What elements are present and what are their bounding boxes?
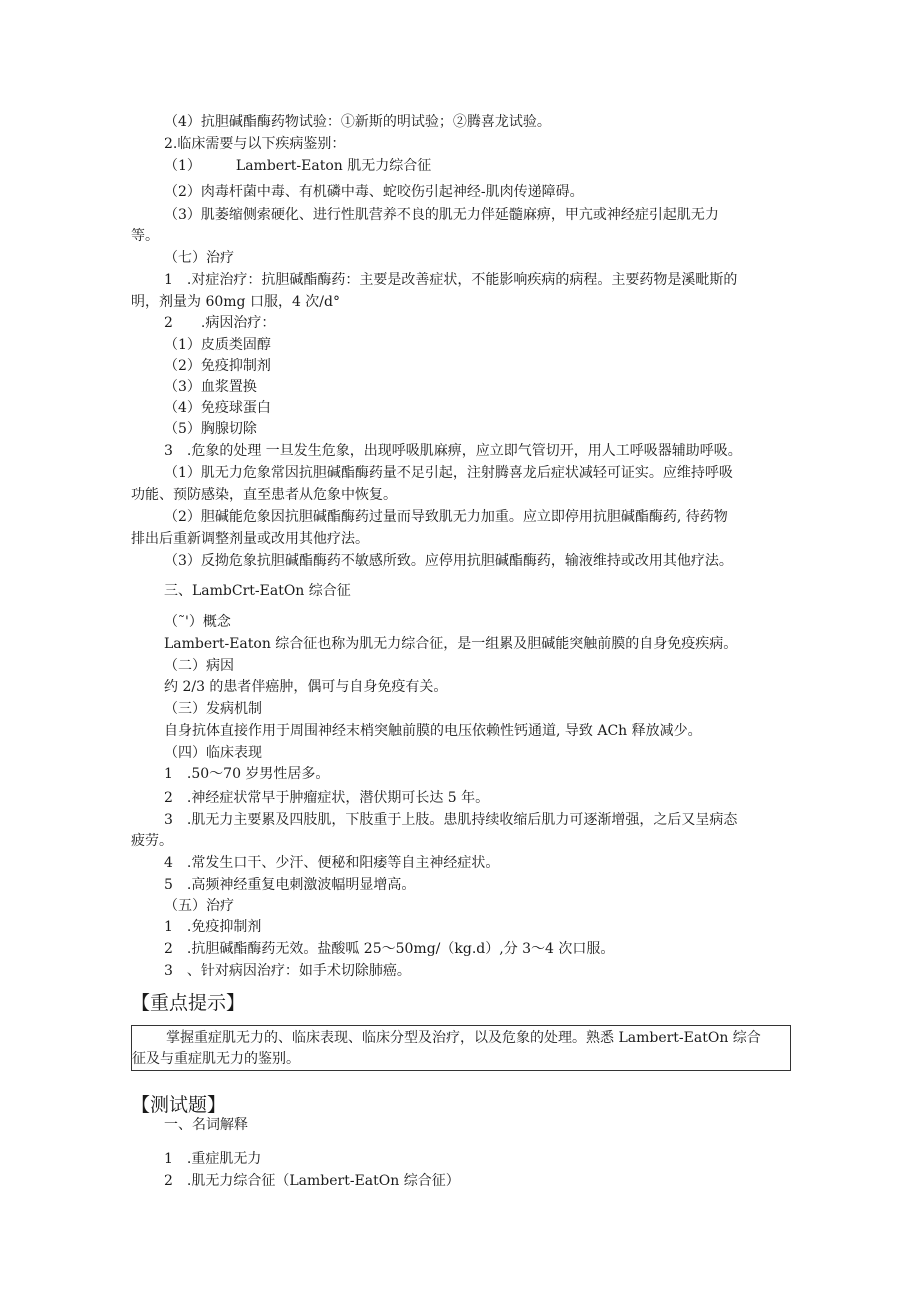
text-line: 1 .对症治疗：抗胆碱酯酶药：主要是改善症状，不能影响疾病的病程。主要药物是溪毗斯的 — [164, 272, 738, 288]
list-item: 5 .高频神经重复电刺激波幅明显增高。 — [164, 877, 416, 893]
test-heading: 【测试题】 — [131, 1094, 227, 1116]
section-heading: 三、LambCrt-EatOn 综合征 — [164, 583, 351, 599]
text-line: 功能、预防感染，直至患者从危象中恢复。 — [131, 487, 397, 503]
text-line: Lambert-Eaton 综合征也称为肌无力综合征，是一组累及胆碱能突触前膜的自身免疫疾病。 — [164, 636, 738, 652]
text-line: 疲劳。 — [131, 833, 173, 849]
text-line: （3）肌萎缩侧索硬化、进行性肌营养不良的肌无力伴延髓麻痹，甲亢或神经症引起肌无力 — [164, 207, 719, 223]
list-item: （4）免疫球蛋白 — [164, 400, 271, 416]
text-line: （1） Lambert-Eaton 肌无力综合征 — [164, 158, 432, 174]
section-heading: （˜'）概念 — [164, 614, 231, 630]
list-item: （1）皮质类固醇 — [164, 337, 271, 353]
list-item: （3）血浆置换 — [164, 379, 257, 395]
text-line: （3）反拗危象抗胆碱酯酶药不敏感所致。应停用抗胆碱酯酶药，输液维持或改用其他疗法。 — [164, 553, 733, 569]
text-line: （1）肌无力危象常因抗胆碱酯酶药量不足引起，注射腾喜龙后症状减轻可证实。应维持呼吸 — [164, 465, 733, 481]
section-heading: （七）治疗 — [164, 250, 234, 266]
text-line: 明，剂量为 60mg 口服，4 次/d° — [131, 294, 340, 310]
text-line: 2 .病因治疗： — [164, 315, 276, 331]
list-item: 3 .肌无力主要累及四肢肌，下肢重于上肢。患肌持续收缩后肌力可逐渐增强，之后又呈病态 — [164, 812, 738, 828]
list-item: （5）胸腺切除 — [164, 421, 257, 437]
test-item: 1 .重症肌无力 — [164, 1151, 262, 1167]
key-points-text: 征及与重症肌无力的鉴别。 — [132, 1051, 300, 1067]
list-item: 4 .常发生口干、少汗、便秘和阳痿等自主神经症状。 — [164, 855, 500, 871]
list-item: 2 .神经症状常早于肿瘤症状，潜伏期可长达 5 年。 — [164, 790, 490, 806]
test-section-title: 一、名词解释 — [164, 1117, 248, 1133]
text-line: 等。 — [131, 228, 159, 244]
key-points-text: 掌握重症肌无力的、临床表现、临床分型及治疗，以及危象的处理。熟悉 Lambert-EatOn 综合 — [166, 1030, 761, 1046]
list-item: 1 .免疫抑制剂 — [164, 919, 262, 935]
section-heading: （二）病因 — [164, 658, 234, 674]
test-item: 2 .肌无力综合征（Lambert-EatOn 综合征） — [164, 1173, 460, 1189]
section-heading: （三）发病机制 — [164, 701, 262, 717]
text-line: （2）肉毒杆菌中毒、有机磷中毒、蛇咬伤引起神经-肌肉传递障碍。 — [164, 184, 584, 200]
text-line: 自身抗体直接作用于周围神经末梢突触前膜的电压依赖性钙通道, 导致 ACh 释放减少。 — [164, 723, 702, 739]
section-heading: （四）临床表现 — [164, 745, 262, 761]
text-line: （4）抗胆碱酯酶药物试验：①新斯的明试验；②腾喜龙试验。 — [164, 114, 551, 130]
text-line: 2.临床需要与以下疾病鉴别： — [164, 136, 346, 152]
key-points-heading: 【重点提示】 — [131, 992, 246, 1014]
list-item: 2 .抗胆碱酯酶药无效。盐酸呱 25～50mg/（kg.d）,分 3～4 次口服。 — [164, 941, 615, 957]
text-line: 排出后重新调整剂量或改用其他疗法。 — [131, 531, 369, 547]
key-points-box — [131, 1025, 791, 1071]
text-line: 约 2/3 的患者伴癌肿，偶可与自身免疫有关。 — [164, 679, 448, 695]
text-line: （2）胆碱能危象因抗胆碱酯酶药过量而导致肌无力加重。应立即停用抗胆碱酯酶药, 待药物 — [164, 509, 728, 525]
section-heading: （五）治疗 — [164, 898, 234, 914]
text-line: 3 .危象的处理 一旦发生危象，出现呼吸肌麻痹，应立即气管切开，用人工呼吸器辅助呼吸。 — [164, 443, 742, 459]
list-item: 1 .50～70 岁男性居多。 — [164, 766, 330, 782]
list-item: 3 、针对病因治疗：如手术切除肺癌。 — [164, 963, 411, 979]
list-item: （2）免疫抑制剂 — [164, 358, 271, 374]
